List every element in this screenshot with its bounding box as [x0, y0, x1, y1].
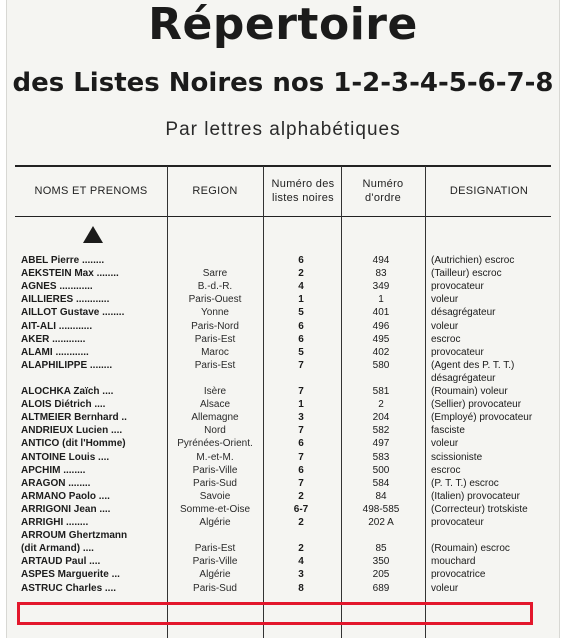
- row-list-number: 7: [298, 386, 304, 397]
- subtitle-numbers: 1-2-3-4-5-6-7-8: [333, 68, 554, 98]
- row-list-number: 3: [298, 569, 304, 581]
- row-order-number: 84: [375, 490, 387, 502]
- col-header-region: REGION: [192, 185, 238, 197]
- row-name: ABEL Pierre ........: [21, 255, 105, 266]
- row-order-number: 497: [372, 438, 390, 450]
- row-list-number: 6: [298, 320, 304, 332]
- row-region: Sarre: [202, 268, 228, 280]
- table-row: [7, 411, 559, 424]
- page-title: Répertoire: [148, 0, 418, 50]
- table-row: [7, 385, 559, 398]
- row-region: Paris-Ouest: [188, 294, 242, 306]
- row-designation: (Sellier) provocateur: [431, 399, 522, 411]
- row-region: Paris-Sud: [193, 477, 237, 489]
- row-designation: provocateur: [431, 517, 484, 528]
- table-row: [7, 464, 559, 477]
- row-list-number: 5: [298, 346, 304, 358]
- row-region: Paris-Nord: [191, 320, 239, 332]
- table-row: [7, 359, 559, 372]
- row-list-number: 7: [298, 425, 304, 437]
- table-row: [7, 542, 559, 555]
- row-designation: scissioniste: [431, 451, 483, 463]
- row-designation: voleur: [431, 438, 459, 450]
- row-region: Algérie: [199, 569, 231, 581]
- row-region: Paris-Est: [194, 359, 236, 371]
- row-designation: provocateur: [431, 281, 484, 293]
- row-order-number: 689: [372, 582, 390, 594]
- row-region: M.-et-M.: [196, 451, 234, 463]
- row-list-number: 6: [298, 438, 304, 450]
- table-row: [7, 267, 559, 280]
- row-name: ANDRIEUX Lucien ....: [21, 425, 123, 437]
- row-list-number: 4: [298, 281, 304, 293]
- page-caption: Par lettres alphabétiques: [165, 119, 401, 140]
- row-designation: (Correcteur) trotskiste: [431, 503, 528, 515]
- table-row: [7, 451, 559, 464]
- row-name: ALAPHILIPPE ........: [21, 359, 113, 371]
- row-designation: fasciste: [431, 425, 465, 437]
- row-list-number: 1: [298, 294, 304, 306]
- row-name: ARROUM Ghertzmann: [21, 530, 128, 542]
- row-name: ALOIS Diétrich ....: [21, 399, 106, 411]
- col-header-list-number: Numéro des listes noires: [271, 178, 335, 204]
- table-row: [7, 490, 559, 503]
- row-region: Somme-et-Oise: [179, 503, 250, 515]
- row-name: ANTOINE Louis ....: [21, 451, 110, 463]
- row-order-number: 402: [372, 346, 390, 358]
- row-order-number: 205: [372, 569, 390, 581]
- row-region: Paris-Est: [194, 333, 236, 345]
- row-name: ARTAUD Paul ....: [21, 556, 101, 568]
- row-order-number: 202 A: [368, 517, 394, 528]
- row-order-number: 204: [372, 412, 390, 424]
- row-order-number: 582: [372, 425, 390, 437]
- row-name: APCHIM ........: [21, 464, 86, 476]
- row-designation: (Employé) provocateur: [431, 412, 533, 424]
- subtitle-nos: nos: [272, 68, 325, 98]
- table-row: [7, 346, 559, 359]
- row-list-number: 6: [298, 464, 304, 476]
- row-list-number: 2: [298, 543, 304, 555]
- row-list-number: 6: [298, 333, 304, 345]
- row-designation: escroc: [431, 333, 461, 345]
- document-page: [6, 0, 560, 638]
- row-designation: provocatrice: [431, 569, 486, 581]
- row-order-number: 581: [372, 386, 390, 397]
- table-row: [7, 320, 559, 333]
- row-name: AILLIERES ............: [21, 294, 110, 306]
- row-order-number: 1: [378, 294, 384, 306]
- row-order-number: 583: [372, 451, 390, 463]
- row-region: Pyrénées-Orient.: [177, 438, 253, 450]
- row-name: ASPES Marguerite ...: [21, 569, 120, 581]
- col-header-order-number: Numéro d'ordre: [362, 178, 404, 204]
- col-header-designation: DESIGNATION: [449, 185, 529, 197]
- row-region: Nord: [204, 425, 226, 437]
- row-region: B.-d.-R.: [197, 281, 233, 293]
- row-order-number: 401: [372, 307, 390, 319]
- table-row: [7, 477, 559, 490]
- row-name: ALTMEIER Bernhard ..: [21, 412, 127, 424]
- table-row: [7, 516, 559, 529]
- table-header-rule: [15, 216, 551, 217]
- row-designation: désagrégateur: [431, 372, 496, 384]
- row-name: AGNES ............: [21, 281, 93, 293]
- table-row: [7, 568, 559, 581]
- row-region: Paris-Est: [194, 543, 236, 555]
- row-name: AIT-ALI ............: [21, 320, 93, 332]
- table-row: [7, 503, 559, 516]
- row-designation: escroc: [431, 464, 461, 476]
- table-row: [7, 333, 559, 346]
- table-row: [7, 582, 559, 595]
- row-region: Paris-Sud: [193, 582, 237, 594]
- row-region: Isère: [203, 386, 227, 397]
- table-row: [7, 437, 559, 450]
- row-name: AEKSTEIN Max ........: [21, 268, 119, 280]
- row-list-number: 2: [298, 490, 304, 502]
- table-row: [7, 372, 559, 385]
- row-list-number: 1: [298, 399, 304, 411]
- row-name: AKER ............: [21, 333, 86, 345]
- row-list-number: 8: [298, 582, 304, 594]
- row-name: ANTICO (dit l'Homme): [21, 438, 126, 450]
- row-order-number: 580: [372, 359, 390, 371]
- row-designation: voleur: [431, 582, 459, 594]
- row-name: ALOCHKA Zaïch ....: [21, 386, 114, 397]
- table-row: [7, 293, 559, 306]
- table-row: [7, 306, 559, 319]
- col-header-names: NOMS ET PRENOMS: [34, 185, 148, 197]
- row-designation: (Roumain) voleur: [431, 386, 508, 397]
- row-list-number: 7: [298, 359, 304, 371]
- row-designation: voleur: [431, 294, 459, 306]
- page-subtitle: [7, 66, 559, 100]
- row-order-number: 83: [375, 268, 387, 280]
- row-order-number: 584: [372, 477, 390, 489]
- row-list-number: 2: [298, 268, 304, 280]
- row-designation: (P. T. T.) escroc: [431, 477, 499, 489]
- row-name: (dit Armand) ....: [21, 543, 94, 555]
- row-list-number: 7: [298, 477, 304, 489]
- row-order-number: 494: [372, 255, 390, 266]
- row-order-number: 349: [372, 281, 390, 293]
- table-row: [7, 398, 559, 411]
- row-designation: (Agent des P. T. T.): [431, 359, 515, 371]
- row-region: Allemagne: [191, 412, 239, 424]
- row-list-number: 6-7: [293, 503, 309, 515]
- row-designation: mouchard: [431, 556, 476, 568]
- table-top-rule: [15, 165, 551, 167]
- row-region: Savoie: [199, 490, 231, 502]
- row-designation: voleur: [431, 320, 459, 332]
- row-designation: (Roumain) escroc: [431, 543, 510, 555]
- row-list-number: 3: [298, 412, 304, 424]
- row-list-number: 4: [298, 556, 304, 568]
- row-list-number: 5: [298, 307, 304, 319]
- row-order-number: 498-585: [362, 503, 400, 515]
- subtitle-text: des Listes Noires: [12, 68, 264, 98]
- table-row: [7, 424, 559, 437]
- row-list-number: 7: [298, 451, 304, 463]
- table-row: [7, 280, 559, 293]
- row-order-number: 2: [378, 399, 384, 411]
- row-order-number: 495: [372, 333, 390, 345]
- row-order-number: 85: [375, 543, 387, 555]
- row-name: ARRIGONI Jean ....: [21, 503, 111, 515]
- row-name: ARMANO Paolo ....: [21, 490, 110, 502]
- row-region: Paris-Ville: [192, 556, 238, 568]
- row-list-number: 2: [298, 517, 304, 528]
- row-designation: désagrégateur: [431, 307, 496, 319]
- row-designation: (Italien) provocateur: [431, 490, 520, 502]
- row-list-number: 6: [298, 255, 304, 266]
- row-name: ARAGON ........: [21, 477, 91, 489]
- row-region: Algérie: [199, 517, 231, 528]
- row-order-number: 496: [372, 320, 390, 332]
- table-row: [7, 555, 559, 568]
- row-name: ARRIGHI ........: [21, 517, 89, 528]
- row-name: ASTRUC Charles ....: [21, 582, 117, 594]
- row-region: Yonne: [201, 307, 229, 319]
- row-region: Maroc: [201, 346, 229, 358]
- section-letter-a-glyph: [83, 226, 103, 243]
- row-designation: (Autrichien) escroc: [431, 255, 515, 266]
- row-designation: (Tailleur) escroc: [431, 268, 502, 280]
- row-region: Alsace: [199, 399, 230, 411]
- row-region: Paris-Ville: [192, 464, 238, 476]
- row-name: ALAMI ............: [21, 346, 89, 358]
- highlight-box: [17, 602, 533, 625]
- table-row: [7, 254, 559, 267]
- table-row: [7, 529, 559, 542]
- row-designation: provocateur: [431, 346, 484, 358]
- row-order-number: 350: [372, 556, 390, 568]
- row-order-number: 500: [372, 464, 390, 476]
- row-name: AILLOT Gustave ........: [21, 307, 125, 319]
